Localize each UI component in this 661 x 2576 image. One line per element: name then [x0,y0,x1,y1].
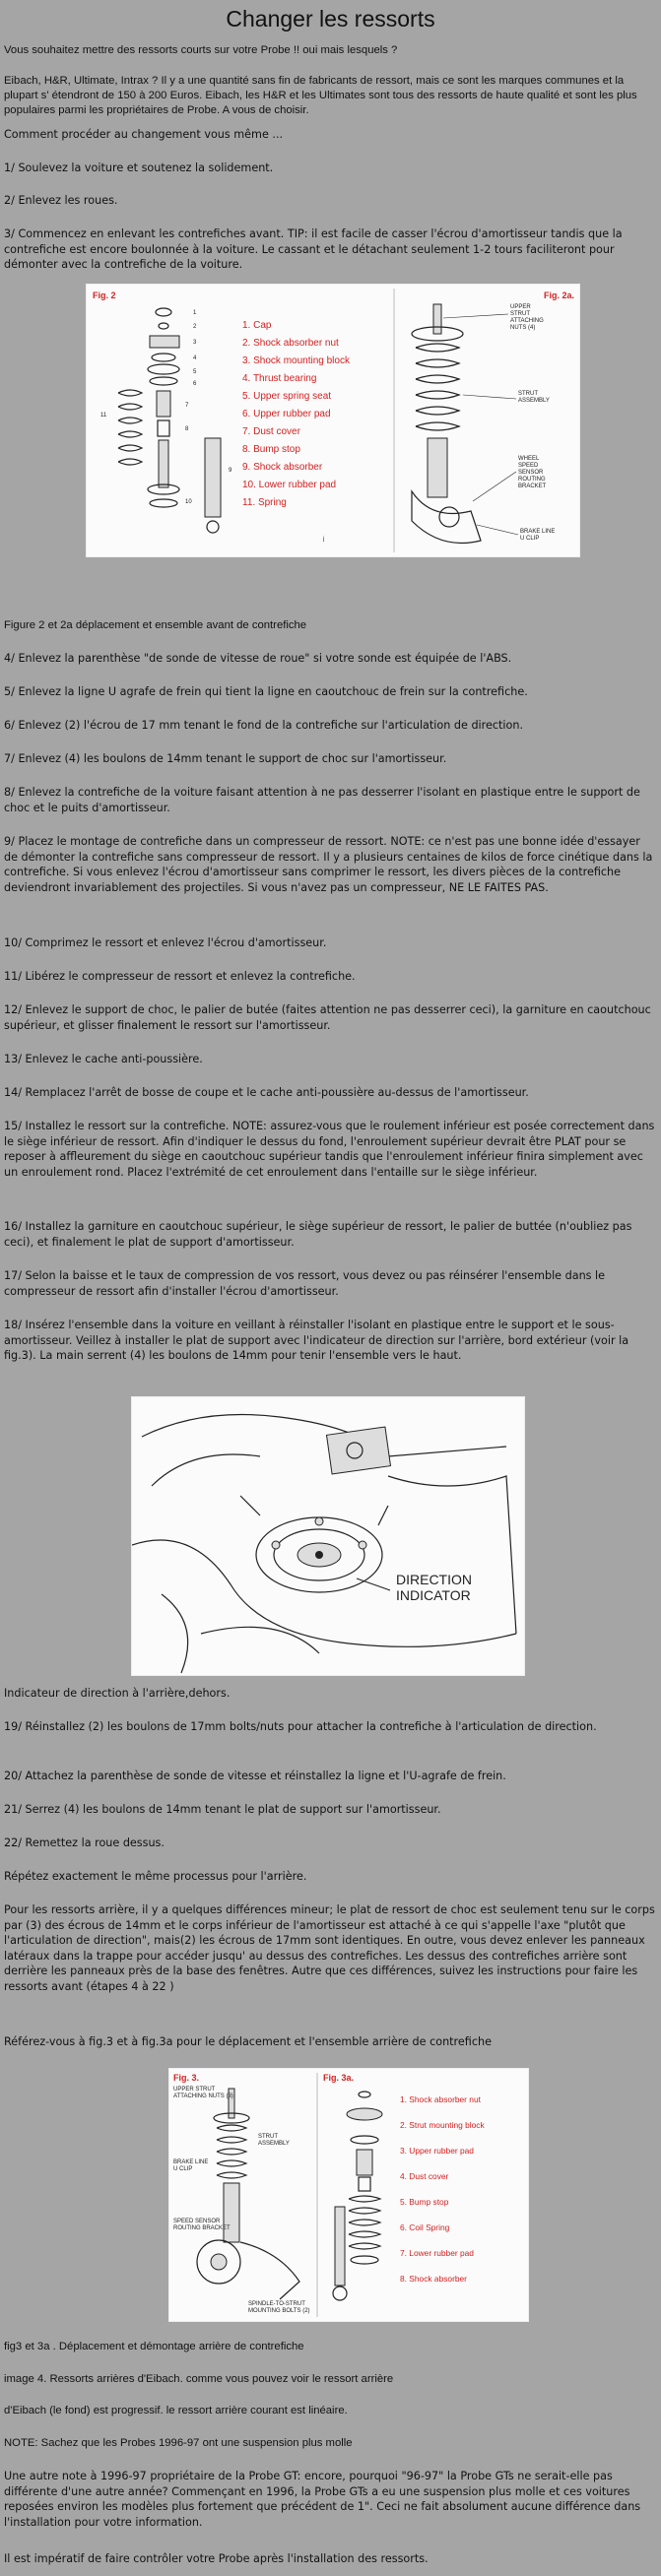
step-12: 12/ Enlevez le support de choc, le palier de butée (faites attention ne pas desserrer ceci), la garniture en caoutchouc supérieur, et glisser finalement le ressort sur l'amortisseur. [4,1003,651,1032]
step-22: 22/ Remettez la roue dessus. [4,1836,165,1849]
svg-text:8: 8 [185,426,189,432]
step-4: 4/ Enlevez la parenthèse "de sonde de vitesse de roue" si votre sonde est équipée de l'ABS. [4,652,512,665]
fig2-part: 8. Bump stop [242,444,300,455]
step-13: 13/ Enlevez le cache anti-poussière. [4,1053,203,1065]
fig3a-part: 2. Strut mounting block [400,2120,485,2130]
figure-3-caption: fig3 et 3a . Déplacement et démontage arrière de contrefiche [4,2341,304,2352]
fig3a-part: 3. Upper rubber pad [400,2146,474,2156]
fig2-part: 9. Shock absorber [242,462,323,473]
svg-text:ATTACHING NUTS (3): ATTACHING NUTS (3) [173,2093,233,2099]
svg-text:3: 3 [193,340,197,346]
how-to-heading: Comment procéder au changement vous même ... [4,128,284,141]
step-15: 15/ Installez le ressort sur la contrefiche. NOTE: assurez-vous que le roulement inférieur est posée correctement dans le siège inférieur de ressort. Afin d'indiquer le dessus du fond, l'enroulement supérieur devrait être PLAT pour se reposer à affleurement du siège en caoutchouc supérieur tandis que l'enroulement inférieur finira simplement avec un enroulement rond. Placez l'extrémité de cet enroulement dans l'entaille sur le siège inférieur. [4,1120,655,1179]
svg-text:STRUT: STRUT [518,391,538,397]
suspension-note: NOTE: Sachez que les Probes 1996-97 ont une suspension plus molle [4,2437,353,2449]
svg-text:SENSOR: SENSOR [518,470,544,476]
svg-text:11: 11 [100,413,107,419]
svg-text:10: 10 [185,499,192,505]
figure-3-rear-strut [168,2068,529,2322]
fig3a-part: 6. Coil Spring [400,2222,450,2232]
svg-text:ROUTING BRACKET: ROUTING BRACKET [173,2225,231,2231]
fig2-part: 5. Upper spring seat [242,391,332,402]
svg-text:STRUT: STRUT [510,311,530,317]
direction-caption: Indicateur de direction à l'arrière,dehors. [4,1687,231,1700]
svg-text:UPPER: UPPER [510,304,531,310]
svg-text:6: 6 [193,381,197,387]
step-6: 6/ Enlevez (2) l'écrou de 17 mm tenant le fond de la contrefiche sur l'articulation de direction. [4,719,524,732]
rear-differences: Pour les ressorts arrière, il y a quelques différences mineur; le plat de ressort de choc est seulement tenu sur le corps par (3) des écrous de 14mm et le corps inférieur de l'amortisseur est attaché à ce qui s'appelle l'axe "plutôt que l'articulation de direction", mais(2) les écrous de 17mm sont identiques. En outre, vous devez enlever les panneaux latéraux dans la trappe pour accéder jusqu' au dessus des contrefiches. Les dessus des contrefiches arrière sont derrière les panneaux près de la base des fenêtres. Autre que ces différences, suivez les instructions pour faire les ressorts avant (étapes 4 à 22 ) [4,1903,655,1993]
step-7: 7/ Enlevez (4) les boulons de 14mm tenant le support de choc sur l'amortisseur. [4,752,447,765]
svg-text:U CLIP: U CLIP [173,2166,193,2172]
fig2a-tag: Fig. 2a. [544,290,575,300]
intro-brands: Eibach, H&R, Ultimate, Intrax ? Il y a une quantité sans fin de fabricants de ressort, mais ce sont les marques communes et la plupart s' étendront de 150 à 200 Euros. Eibach, les H&R et les Ultimates sont tous des ressorts de haute qualité et sont les plus populaires parmi les propriétaires de Probe. A vous de choisir. [4,75,637,116]
svg-text:ASSEMBLY: ASSEMBLY [258,2141,290,2147]
rear-strut-exploded-drawing [333,2092,382,2300]
step-10: 10/ Comprimez le ressort et enlevez l'écrou d'amortisseur. [4,936,327,949]
svg-text:ʲ: ʲ [323,535,325,545]
rear-figure-ref: Référez-vous à fig.3 et à fig.3a pour le déplacement et l'ensemble arrière de contrefiche [4,2035,492,2048]
figure-2-front-strut [86,284,580,557]
svg-text:BRAKE LINE: BRAKE LINE [520,529,556,535]
step-20: 20/ Attachez la parenthèse de sonde de vitesse et réinstallez la ligne et l'U-agrafe de frein. [4,1770,506,1782]
rear-strut-install-drawing [197,2089,299,2299]
fig3a-part: 5. Bump stop [400,2197,449,2207]
rear-repeat: Répétez exactement le même processus pour l'arrière. [4,1870,307,1883]
svg-text:BRAKE LINE: BRAKE LINE [173,2159,209,2165]
fig2-part: 11. Spring [242,497,287,508]
step-11: 11/ Libérez le compresseur de ressort et enlevez la contrefiche. [4,970,356,983]
svg-text:SPINDLE-TO-STRUT: SPINDLE-TO-STRUT [248,2301,305,2307]
strut-tower-drawing [132,1415,516,1674]
step-21: 21/ Serrez (4) les boulons de 14mm tenant le plat de support sur l'amortisseur. [4,1803,441,1816]
alignment-warning: Il est impératif de faire contrôler votre Probe après l'installation des ressorts. [4,2552,429,2565]
fig3-labels [173,2087,310,2314]
step-1: 1/ Soulevez la voiture et soutenez la solidement. [4,161,274,174]
svg-text:2: 2 [193,324,197,330]
fig3a-part: 7. Lower rubber pad [400,2248,474,2258]
svg-text:4: 4 [193,355,197,361]
gt-owner-note: Une autre note à 1996-97 propriétaire de la Probe GT: encore, pourquoi "96-97" la Probe GTs ne serait-elle pas différente d'une autre année? Commençant en 1996, la Probe GTs a eu une suspension plus molle et ces voitures reposées environ les modèles plus fortement que précédent de 1". Ceci ne fait absolument aucune différence dans l'installation pour votre information. [4,2470,641,2529]
step-14: 14/ Remplacez l'arrêt de bosse de coupe et le cache anti-poussière au-dessus de l'amortisseur. [4,1086,529,1099]
svg-text:5: 5 [193,369,197,375]
fig3a-parts-legend [400,2094,485,2284]
svg-text:U CLIP: U CLIP [520,536,540,542]
svg-text:ASSEMBLY: ASSEMBLY [518,398,550,404]
svg-text:WHEEL: WHEEL [518,456,540,462]
figure-direction-indicator [131,1396,525,1676]
image-4-caption-2: d'Eibach (le fond) est progressif. le ressort arrière courant est linéaire. [4,2405,348,2416]
fig2-parts-legend [242,320,351,508]
svg-text:NUTS (4): NUTS (4) [510,325,536,331]
svg-text:9: 9 [229,468,232,474]
step-19: 19/ Réinstallez (2) les boulons de 17mm bolts/nuts pour attacher la contrefiche à l'articulation de direction. [4,1720,597,1733]
svg-text:ROUTING: ROUTING [518,477,546,483]
svg-text:7: 7 [185,403,189,409]
step-18: 18/ Insérez l'ensemble dans la voiture en veillant à réinstaller l'isolant en plastique entre le support et le sous-amortisseur. Veillez à installer le plat de support avec l'indicateur de direction sur l'arrière, bord extérieur (voir la fig.3). La main serrent (4) les boulons de 14mm pour tenir l'ensemble vers le haut. [4,1319,629,1362]
figure-2-caption: Figure 2 et 2a déplacement et ensemble avant de contrefiche [4,619,307,631]
fig3a-tag: Fig. 3a. [323,2073,355,2083]
fig3a-part: 8. Shock absorber [400,2274,467,2284]
step-9: 9/ Placez le montage de contrefiche dans un compresseur de ressort. NOTE: ce n'est pas une bonne idée d'essayer de démonter la contrefiche sans compresseur de ressort. Il y a plusieurs centaines de kilos de force cinétique dans la contrefiche. Si vous enlevez l'écrou d'amortisseur sans comprimer le ressort, les divers pièces de la contrefiche deviendront invariablement des projectiles. Si vous n'avez pas un compresseur, NE LE FAITES PAS. [4,835,653,894]
strut-assembly-drawing [412,304,481,544]
step-5: 5/ Enlevez la ligne U agrafe de frein qui tient la ligne en caoutchouc de frein sur la contrefiche. [4,685,528,698]
step-8: 8/ Enlevez la contrefiche de la voiture faisant attention à ne pas desserrer l'isolant en plastique entre le support de choc et le puits d'amortisseur. [4,786,640,814]
fig3a-part: 4. Dust cover [400,2171,449,2181]
svg-text:UPPER STRUT: UPPER STRUT [173,2087,216,2093]
svg-text:MOUNTING BOLTS (2): MOUNTING BOLTS (2) [248,2308,310,2314]
direction-label-2: INDICATOR [396,1587,471,1603]
fig2-part: 10. Lower rubber pad [242,480,337,490]
fig2a-labels [443,304,555,542]
step-16: 16/ Installez la garniture en caoutchouc supérieur, le siège supérieur de ressort, le palier de buttée (n'oubliez pas ceci), et finalement le plat de support d'amortisseur. [4,1220,632,1249]
fig2-tag: Fig. 2 [93,290,116,300]
svg-text:SPEED SENSOR: SPEED SENSOR [173,2219,221,2224]
step-2: 2/ Enlevez les roues. [4,194,118,207]
svg-text:STRUT: STRUT [258,2134,278,2140]
svg-text:1: 1 [193,310,197,316]
image-4-caption: image 4. Ressorts arrières d'Eibach. comme vous pouvez voir le ressort arrière [4,2373,394,2385]
fig2-part: 2. Shock absorber nut [242,338,339,349]
svg-text:SPEED: SPEED [518,463,539,469]
fig3a-part: 1. Shock absorber nut [400,2094,481,2104]
svg-text:ATTACHING: ATTACHING [510,318,544,324]
fig2-part: 6. Upper rubber pad [242,409,331,419]
step-17: 17/ Selon la baisse et le taux de compression de vos ressort, vous devez ou pas réinsérer l'ensemble dans le compresseur de ressort afin d'installer l'écrou d'amortisseur. [4,1269,606,1298]
direction-label-1: DIRECTION [396,1572,472,1587]
fig2-part: 3. Shock mounting block [242,355,350,366]
step-3: 3/ Commencez en enlevant les contrefiches avant. TIP: il est facile de casser l'écrou d'amortisseur tandis que la contrefiche est encore boulonnée à la voiture. Le cassant et le détachant seulement 1-2 tours faciliteront pour démonter avec la contrefiche de la voiture. [4,227,623,271]
page-title: Changer les ressorts [226,6,435,32]
strut-exploded-drawing [118,308,221,533]
svg-text:BRACKET: BRACKET [518,483,547,489]
fig2-part: 1. Cap [242,320,272,331]
intro-question: Vous souhaitez mettre des ressorts courts sur votre Probe !! oui mais lesquels ? [4,44,398,56]
fig3-tag: Fig. 3. [173,2073,200,2083]
fig2-part: 4. Thrust bearing [242,373,317,384]
fig2-part: 7. Dust cover [242,426,300,437]
